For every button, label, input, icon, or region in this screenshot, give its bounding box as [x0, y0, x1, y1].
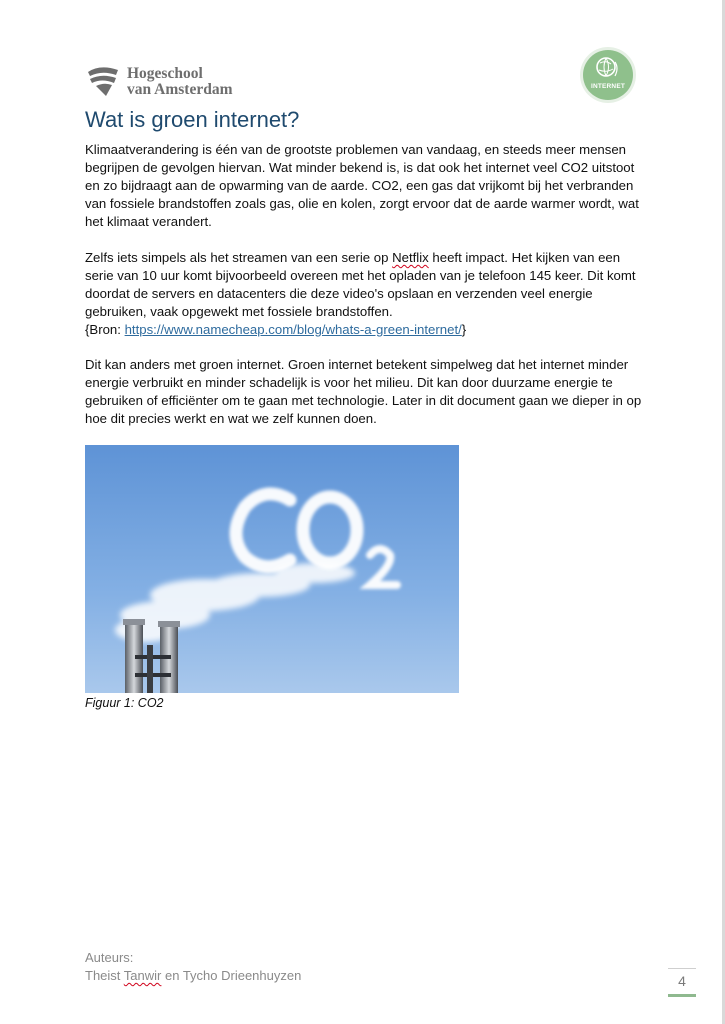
source-suffix: }	[461, 322, 467, 337]
authors-rest: en Tycho Drieenhuyzen	[161, 968, 302, 983]
authors-names	[85, 968, 301, 983]
co2-figure	[85, 445, 459, 693]
author-first-name: Theist	[85, 968, 121, 983]
page-number-top-rule	[668, 968, 696, 969]
page-number: 4	[678, 973, 686, 989]
hva-logo-icon	[86, 66, 122, 98]
source-link[interactable]: https://www.namecheap.com/blog/whats-a-green-internet/	[124, 322, 462, 337]
netflix-word: Netflix	[392, 250, 429, 265]
figure-caption: Figuur 1: CO2	[85, 696, 164, 710]
paragraph-2-start: Zelfs iets simpels als het streamen van een serie op	[85, 250, 393, 265]
green-internet-badge	[578, 46, 638, 104]
page-title: Wat is groen internet?	[85, 107, 300, 132]
hva-logo-text	[127, 66, 232, 98]
badge-label: INTERNET	[590, 83, 626, 90]
authors-label: Auteurs:	[85, 950, 134, 965]
paragraph-3: Dit kan anders met groen internet. Groen internet betekent simpelweg dat het internet minder energie verbruikt en minder schadelijk is voor het milieu. Dit kan door duurzame energie te gebruiken of efficiënter om te gaan met technologie. Later in dit document gaan we dieper in op hoe dit precies werkt en wat we zelf kunnen doen.	[85, 357, 642, 426]
logo-line1: Hogeschool	[127, 65, 203, 82]
hva-logo	[86, 66, 256, 100]
paragraph-1: Klimaatverandering is één van de grootste problemen van vandaag, en steeds meer mensen begrijpen de gevolgen hiervan. Wat minder bekend is, is dat ook het internet veel CO2 uitstoot en zo bijdraagt aan de opwarming van de aarde. CO2, een gas dat vrijkomt bij het verbranden van fossiele brandstoffen zoals gas, olie en kolen, zorgt ervoor dat de aarde warmer wordt, wat het klimaat verandert.	[85, 142, 639, 229]
paragraph-2	[85, 249, 645, 339]
co2-image	[85, 445, 459, 693]
paragraph-2-end: heeft impact. Het kijken van een serie van 10 uur komt bijvoorbeeld overeen met het opladen van je telefoon 145 keer. Dit komt doordat de servers en datacenters die deze video's opslaan en verzenden veel energie gebruiken, vaak opgewekt met fossiele brandstoffen.	[85, 250, 636, 319]
globe-icon	[578, 46, 638, 104]
source-prefix: {Bron:	[85, 322, 125, 337]
author-last-name: Tanwir	[123, 968, 162, 983]
logo-line2: van Amsterdam	[127, 81, 233, 98]
page-number-bottom-rule	[668, 994, 696, 997]
